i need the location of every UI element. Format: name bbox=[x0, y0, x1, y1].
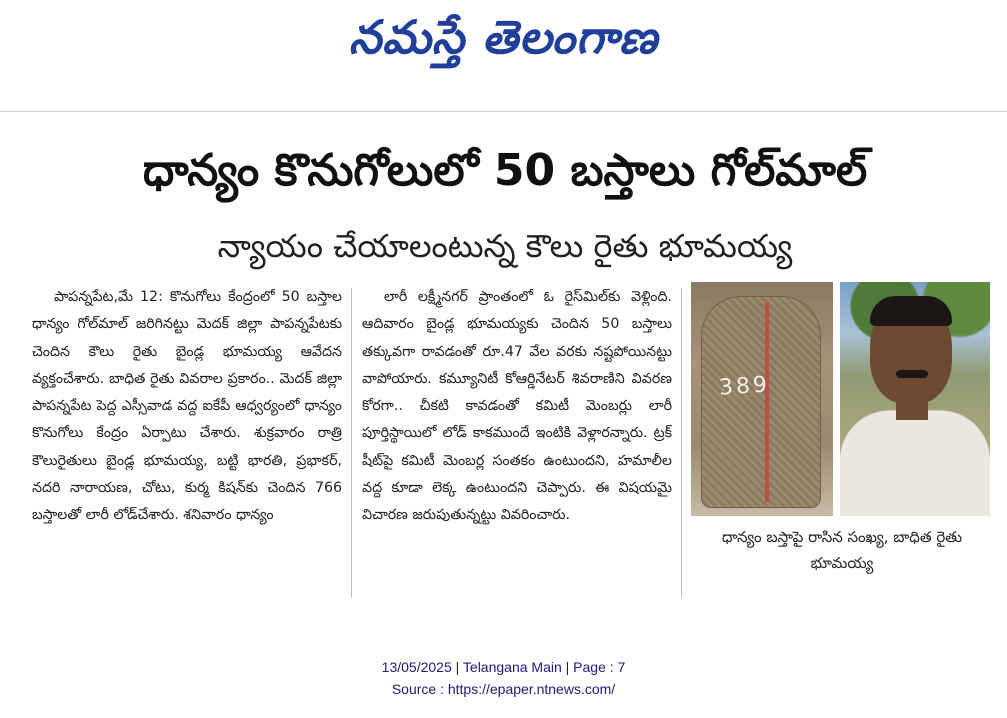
article-column-1 bbox=[32, 284, 342, 604]
masthead-divider bbox=[0, 111, 1007, 112]
grain-sack-photo bbox=[691, 282, 833, 516]
photo-caption: ధాన్యం బస్తాపై రాసిన సంఖ్య, బాధిత రైతు భూమయ్య bbox=[721, 528, 963, 572]
farmer-shirt bbox=[840, 410, 990, 516]
sack-stripe bbox=[765, 302, 769, 502]
farmer-photo bbox=[840, 282, 990, 516]
article-headline: ధాన్యం కొనుగోలులో 50 బస్తాలు గోల్‌మాల్ bbox=[142, 145, 868, 196]
sack-image bbox=[701, 296, 821, 508]
article-column-2 bbox=[362, 284, 672, 604]
masthead bbox=[0, 6, 1007, 70]
page-footer bbox=[0, 656, 1007, 700]
sack-number-mark: 389 bbox=[718, 372, 771, 401]
column-divider bbox=[681, 288, 682, 598]
farmer-mustache bbox=[896, 370, 928, 378]
column-divider bbox=[351, 288, 352, 598]
footer-date-edition: 13/05/2025 | Telangana Main | Page : 7 bbox=[381, 659, 626, 675]
article-body-text-1: పాపన్నపేట,మే 12: కొనుగోలు కేంద్రంలో 50 బస్తాల ధాన్యం గోల్‌మాల్ జరిగినట్టు మెదక్ జిల్లా పాపన్నపేటకు చెందిన కౌలు రైతు బైండ్ల భూమయ్య ఆవేదన వ్యక్తంచేశారు. బాధిత రైతు వివరాల ప్రకారం.. మెదక్ జిల్లా పాపన్నపేట పెద్ద ఎస్సీవాడ వద్ద ఐకేపీ ఆధ్వర్యంలో ధాన్యం కొనుగోలు కేంద్రం ఏర్పాటు చేశారు. శుక్రవారం రాత్రి కౌలురైతులు బైండ్ల భూమయ్య, బట్టి భారతి, ప్రభాకర్, నదరి నారాయణ, చోటు, కుర్మ కిషన్‌కు చెందిన 766 బస్తాలతో లారీ లోడ్‌చేశారు. శనివారం ధాన్యం bbox=[32, 289, 342, 524]
article-body-text-2: లారీ లక్ష్మీనగర్ ప్రాంతంలో ఓ రైస్‌మిల్‌కు వెళ్లింది. ఆదివారం బైండ్ల భూమయ్యకు చెందిన 50 బస్తాలు తక్కువగా రావడంతో రూ.47 వేల వరకు నష్టపోయినట్టు వాపోయారు. కమ్యూనిటీ కోఆర్డినేటర్ శివరాణిని వివరణ కోరగా.. చీకటి కావడంతో కమిటీ మెంబర్లు లారీ పూర్తిస్థాయిలో లోడ్ కాకముందే ఇంటికి వెళ్లారన్నారు. ట్రక్ షీట్‌పై కమిటీ మెంబర్ల సంతకం ఉంటుందని, హమాలీల వద్ద కూడా లెక్క ఉంటుందని చెప్పారు. ఈ విషయమై విచారణ జరుపుతున్నట్టు వివరించారు. bbox=[362, 289, 672, 524]
footer-source-link[interactable]: Source : https://epaper.ntnews.com/ bbox=[391, 681, 616, 697]
newspaper-logo: నమస్తే తెలంగాణ bbox=[348, 10, 659, 64]
farmer-hair bbox=[870, 296, 952, 326]
article-subhead: న్యాయం చేయాలంటున్న కౌలు రైతు భూమయ్య bbox=[217, 227, 793, 265]
